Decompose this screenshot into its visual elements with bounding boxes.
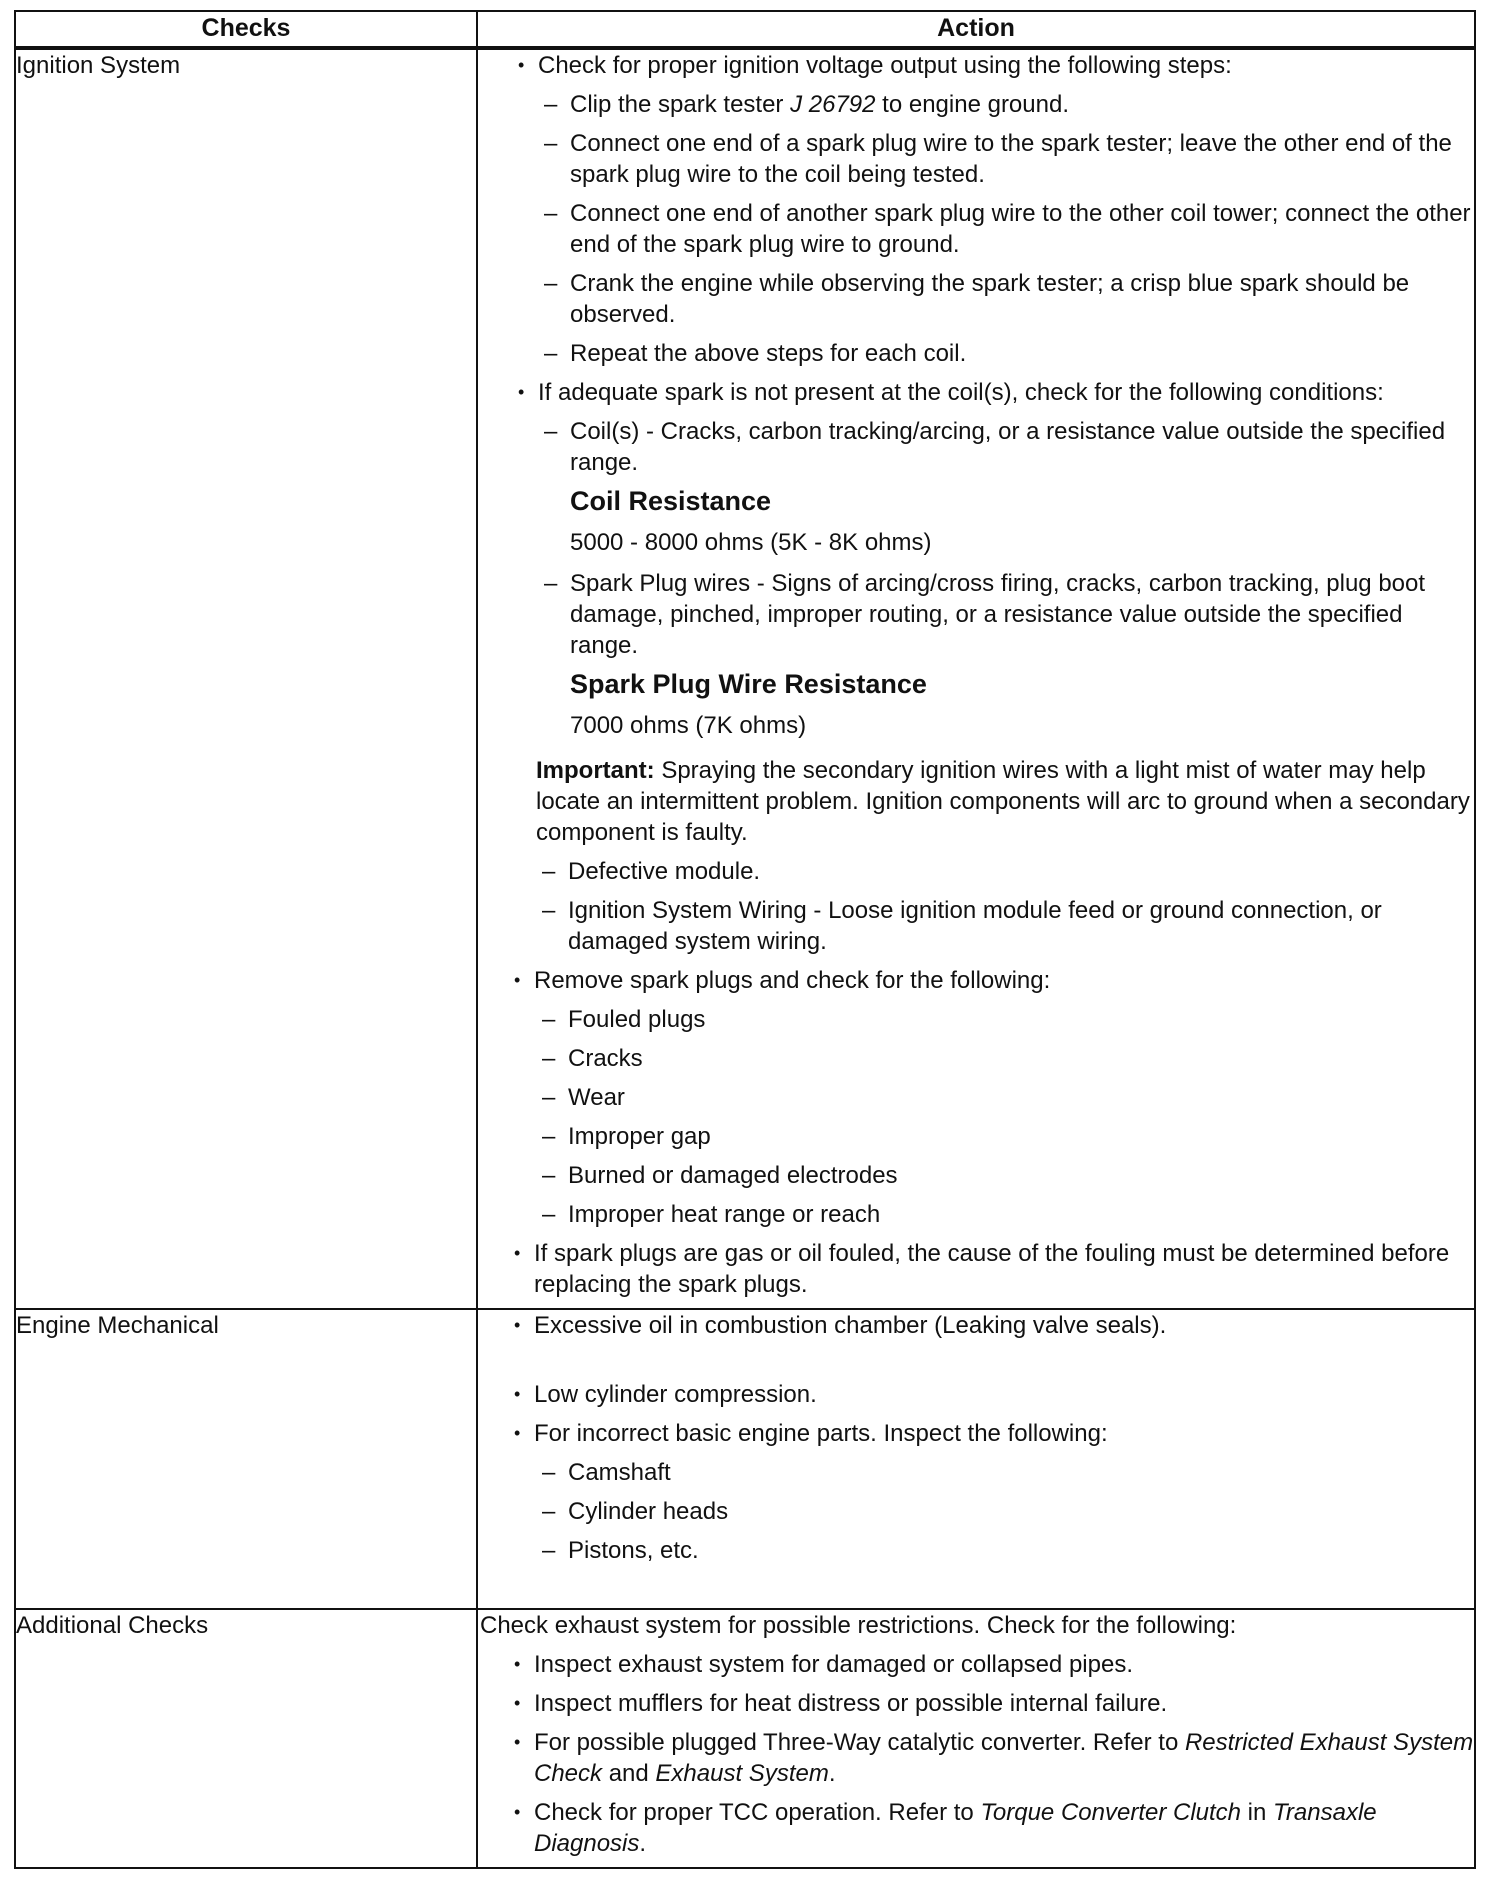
important-note	[478, 755, 1474, 848]
step-text: Clip the spark tester	[570, 91, 791, 118]
step-item: – Connect one end of a spark plug wire to the spark tester; leave the other end of the spark plug wire to the coil being tested.	[478, 128, 1474, 190]
step-item: – Repeat the above steps for each coil.	[478, 338, 1474, 369]
list-item: • Low cylinder compression.	[478, 1379, 1474, 1410]
plug-check-item: – Improper gap	[478, 1121, 1474, 1152]
condition-item: – Defective module.	[478, 856, 1474, 887]
step-item: – Crank the engine while observing the spark tester; a crisp blue spark should be observed.	[478, 268, 1474, 330]
plug-check-item: – Wear	[478, 1082, 1474, 1113]
engine-part-item: – Pistons, etc.	[478, 1535, 1474, 1566]
condition-item: – Spark Plug wires - Signs of arcing/cross firing, cracks, carbon tracking, plug boot damage, pinched, improper routing, or a resistance value outside the specified range.	[478, 568, 1474, 661]
check-engine-mechanical: Engine Mechanical	[15, 1309, 477, 1609]
step-item	[478, 89, 1474, 120]
item-text: in	[1241, 1799, 1274, 1826]
important-text: Spraying the secondary ignition wires with a light mist of water may help locate an intermittent problem. Ignition components will arc to ground when a secondary component is faulty.	[536, 757, 1470, 846]
reference-link: Torque Converter Clutch	[980, 1799, 1242, 1826]
list-item: • Check for proper ignition voltage output using the following steps:	[478, 50, 1474, 81]
tool-reference: J 26792	[790, 91, 876, 118]
engine-part-item: – Cylinder heads	[478, 1496, 1474, 1527]
important-label: Important:	[536, 757, 655, 784]
action-ignition-system	[477, 48, 1475, 1309]
header-row	[15, 11, 1475, 48]
plug-check-item: – Burned or damaged electrodes	[478, 1160, 1474, 1191]
step-item: – Connect one end of another spark plug wire to the other coil tower; connect the other end of the spark plug wire to ground.	[478, 198, 1474, 260]
plug-check-item: – Improper heat range or reach	[478, 1199, 1474, 1230]
list-item: • Inspect mufflers for heat distress or possible internal failure.	[480, 1688, 1474, 1719]
condition-item: – Ignition System Wiring - Loose ignition module feed or ground connection, or damaged system wiring.	[478, 895, 1474, 957]
list-item	[480, 1797, 1474, 1859]
check-ignition-system: Ignition System	[15, 48, 477, 1309]
row-ignition-system	[15, 48, 1475, 1309]
item-text: Check for proper TCC operation. Refer to	[534, 1799, 981, 1826]
plug-check-item: – Fouled plugs	[478, 1004, 1474, 1035]
reference-link: Transaxle Diagnosis	[534, 1799, 1377, 1857]
action-additional-checks	[477, 1609, 1475, 1868]
list-item: • If adequate spark is not present at the coil(s), check for the following conditions:	[478, 377, 1474, 408]
header-checks: Checks	[15, 11, 477, 48]
item-text: and	[602, 1760, 656, 1787]
reference-link: Exhaust System	[655, 1760, 829, 1787]
list-item: • For incorrect basic engine parts. Inspect the following:	[478, 1418, 1474, 1449]
check-additional-checks: Additional Checks	[15, 1609, 477, 1868]
coil-resistance-value: 5000 - 8000 ohms (5K - 8K ohms)	[570, 529, 932, 556]
step-text: to engine ground.	[875, 91, 1069, 118]
list-item: • Remove spark plugs and check for the following:	[478, 965, 1474, 996]
condition-item: – Coil(s) - Cracks, carbon tracking/arcing, or a resistance value outside the specified range.	[478, 416, 1474, 478]
list-item	[480, 1727, 1474, 1789]
list-item: • If spark plugs are gas or oil fouled, the cause of the fouling must be determined before replacing the spark plugs.	[478, 1238, 1474, 1300]
plug-check-item: – Cracks	[478, 1043, 1474, 1074]
spacer	[478, 1349, 1474, 1379]
list-item: • Inspect exhaust system for damaged or collapsed pipes.	[480, 1649, 1474, 1680]
row-engine-mechanical	[15, 1309, 1475, 1609]
engine-part-item: – Camshaft	[478, 1457, 1474, 1488]
coil-resistance-title: Coil Resistance	[570, 486, 772, 516]
wire-resistance-value: 7000 ohms (7K ohms)	[570, 712, 807, 739]
additional-intro: Check exhaust system for possible restrictions. Check for the following:	[480, 1612, 1237, 1639]
wire-resistance-title: Spark Plug Wire Resistance	[570, 669, 927, 699]
item-text: .	[639, 1830, 647, 1857]
reference-link: Restricted Exhaust System Check	[534, 1729, 1474, 1787]
list-item: • Excessive oil in combustion chamber (Leaking valve seals).	[478, 1310, 1474, 1341]
header-action: Action	[477, 11, 1475, 48]
diagnostic-checks-table	[14, 10, 1476, 1869]
action-engine-mechanical	[477, 1309, 1475, 1609]
row-additional-checks	[15, 1609, 1475, 1868]
item-text: .	[828, 1760, 836, 1787]
item-text: For possible plugged Three-Way catalytic converter. Refer to	[534, 1729, 1185, 1756]
